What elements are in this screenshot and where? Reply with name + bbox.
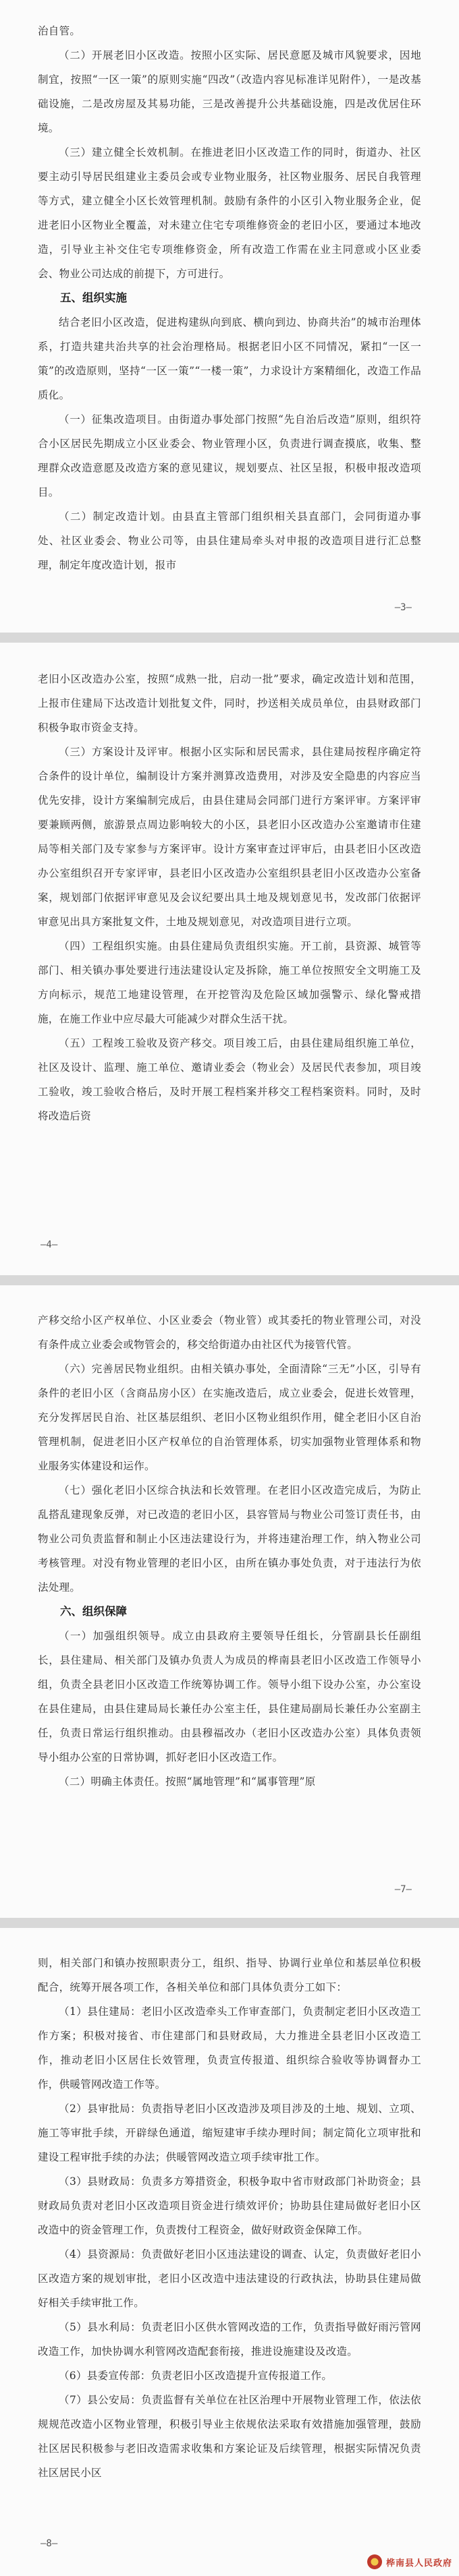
paragraph: （3）县财政局：负责多方筹措资金，积极争取中省市财政部门补助资金；县财政局负责对老旧小区改造项目资金进行绩效评价；协助县住建局做好老旧小区改造中的资金管理工作，负责拨付工程资金，做好财政资金保障工作。 bbox=[38, 2175, 421, 2236]
document-page-4 bbox=[0, 1928, 459, 2576]
document-page-2 bbox=[0, 643, 459, 1275]
paragraph: （七）强化老旧小区综合执法和长效管理。在老旧小区改造完成后，为防止乱搭乱建现象反弹，对已改造的老旧小区，县容管局与物业公司签订责任书，由物业公司负责监督和制止小区违法建设行为，并将违建治理工作，纳入物业公司考核管理。对没有物业管理的老旧小区，由所在镇办事处负责，对于违法行为依法处理。 bbox=[38, 1484, 421, 1593]
page-number: —7— bbox=[394, 1884, 412, 1895]
page-number: —8— bbox=[40, 2538, 58, 2549]
section-heading: 六、组织保障 bbox=[60, 1605, 127, 1618]
paragraph: （5）县水利局：负责老旧小区供水管网改造的工作，负责指导做好雨污管网改造工作，加快协调水利管网改造配套衔接，推进设施建设及改造。 bbox=[38, 2321, 421, 2358]
page-body bbox=[38, 667, 421, 1128]
paragraph: （4）县资源局：负责做好老旧小区违法建设的调查、认定，负责做好老旧小区改造方案的规划审批，老旧小区改造中违法建设的行政执法，协助县住建局做好相关手续审批工作。 bbox=[38, 2248, 421, 2309]
paragraph: （2）县审批局：负责指导老旧小区改造涉及项目涉及的土地、规划、立项、施工等审批手续，开辟绿色通道，缩短建审手续办理时间；制定简化立项审批和建设工程审批手续的办法；供暖管网改造立项手续审批工作。 bbox=[38, 2103, 421, 2163]
paragraph: （1）县住建局：老旧小区改造牵头工作审查部门，负责制定老旧小区改造工作方案；积极对接省、市住建部门和县财政局，大力推进全县老旧小区改造工作，推动老旧小区居住长效管理，负责宣传报道、组织综合验收等协调督办工作，供暖管网改造工作等。 bbox=[38, 2006, 421, 2090]
page-number: —3— bbox=[394, 602, 412, 613]
watermark bbox=[367, 2554, 452, 2569]
paragraph: 治自管。 bbox=[38, 25, 81, 37]
paragraph: （6）县委宣传部：负责老旧小区改造提升宣传报道工作。 bbox=[59, 2370, 333, 2382]
paragraph: （一）征集改造项目。由街道办事处部门按照“先自治后改造”原则，组织符合小区居民先期成立小区业委会、物业管理小区，负责进行调查摸底，收集、整理群众改造意愿及改造方案的意见建议，规划要点、社区呈报，积极申报改造项目。 bbox=[38, 413, 421, 498]
paragraph: （五）工程竣工验收及资产移交。项目竣工后，由县住建局组织施工单位，社区及设计、监理、施工单位、邀请业委会（物业会）及居民代表参加，项目竣工验收，竣工验收合格后，及时开展工程档案并移交工程档案资料。同时，及时将改造后资 bbox=[38, 1037, 421, 1122]
paragraph: 结合老旧小区改造，促进构建纵向到底、横向到边、协商共治”的城市治理体系，打造共建共治共享的社会治理格局。根据老旧小区不同情况，紧扣“一区一策”的改造原则，坚持“一区一策”“一楼一策”，力求设计方案精细化，改造工作品质化。 bbox=[38, 316, 421, 401]
page-number: —4— bbox=[40, 1239, 58, 1250]
paragraph: （三）方案设计及评审。根据小区实际和居民需求，县住建局按程序确定符合条件的设计单位，编制设计方案并测算改造费用，对涉及安全隐患的内容应当优先安排，设计方案编制完成后，由县住建局会同部门进行方案评审。方案评审要兼顾两侧，旅游景点周边影响较大的小区，县老旧小区改造办公室邀请市住建局等相关部门及专家参与方案评审。设计方案审查过评审后，由县老旧小区改造办公室组织召开专家评审，县老旧小区改造办公室组织县老旧小区改造办公室备案，规划部门依据评审意见及会议纪要出具土地及规划意见书，发改部门依据评审意见出具方案批复文件，土地及规划意见，对改造项目进行立项。 bbox=[38, 746, 421, 928]
page-separator bbox=[0, 1275, 459, 1285]
government-emblem-icon bbox=[367, 2554, 382, 2569]
document-page-3 bbox=[0, 1285, 459, 1918]
page-body bbox=[38, 19, 421, 577]
paragraph: （二）开展老旧小区改造。按照小区实际、居民意愿及城市风貌要求，因地制宜，按照“一区一策”的原则实施“四改”（改造内容见标准详见附件），一是改基础设施，二是改房屋及其易功能，三是改善提升公共基础设施，四是改优居住环境。 bbox=[38, 49, 421, 134]
paragraph: （六）完善居民物业组织。由相关镇办事处，全面清除“三无”小区，引导有条件的老旧小区（含商品房小区）在实施改造后，成立业委会，促进长效管理，充分发挥居民自治、社区基层组织、老旧小区物业组织作用，健全老旧小区自治管理机制，促进老旧小区产权单位的自治管理体系，切实加强物业管理体系和物业服务实体建设和运作。 bbox=[38, 1363, 421, 1472]
paragraph: （二）制定改造计划。由县直主管部门组织相关县直部门，会同街道办事处、社区业委会、物业公司等，由县住建局牵头对申报的改造项目进行汇总整理，制定年度改造计划，报市 bbox=[38, 510, 421, 571]
page-separator bbox=[0, 633, 459, 643]
paragraph: （一）加强组织领导。成立由县政府主要领导任组长，分管副县长任副组长，县住建局、相关部门及镇办负责人为成员的桦南县老旧小区改造工作领导小组，负责全县老旧小区改造工作统筹协调工作。领导小组下设办公室，办公室设在县住建局，由县住建局局长兼任办公室主任，县住建局副局长兼任办公室副主任，负责日常运行组织推动。由县穆福改办（老旧小区改造办公室）具体负责领导小组办公室的日常协调，抓好老旧小区改造工作。 bbox=[38, 1630, 421, 1763]
paragraph: （四）工程组织实施。由县住建局负责组织实施。开工前，县资源、城管等部门、相关镇办事处要进行违法建设认定及拆除，施工单位按照安全文明施工及方向标示，规范工地建设管理，在开挖管沟及危险区域加强警示、绿化警戒措施，在施工作业中应尽最大可能减少对群众生活干扰。 bbox=[38, 940, 421, 1025]
paragraph: （二）明确主体责任。按照“属地管理”和“属事管理”原 bbox=[59, 1776, 316, 1788]
document-page-1 bbox=[0, 0, 459, 633]
page-body bbox=[38, 1951, 421, 2485]
page-body bbox=[38, 1308, 421, 1794]
paragraph: 则，相关部门和镇办按照职责分工，组织、指导、协调行业单位和基层单位积极配合，统筹开展各项工作，各相关单位和部门具体负责分工如下： bbox=[38, 1957, 421, 1993]
section-heading: 五、组织实施 bbox=[60, 291, 127, 304]
paragraph: （三）建立健全长效机制。在推进老旧小区改造工作的同时，街道办、社区要主动引导居民组建业主委员会或专业物业服务，社区物业服务、居民自我管理等方式，建立健全小区长效管理机制。鼓励有条件的小区引入物业服务企业，促进老旧小区物业全覆盖，对未建立住宅专项维修资金的老旧小区，要通过本地改造，引导业主补交住宅专项维修资金，所有改造工作需在业主同意或小区业委会、物业公司达成的前提下，方可进行。 bbox=[38, 146, 421, 280]
page-separator bbox=[0, 1918, 459, 1928]
paragraph: 产移交给小区产权单位、小区业委会（物业管）或其委托的物业管理公司，对没有条件成立业委会或物管会的，移交给街道办由社区代为接管代管。 bbox=[38, 1314, 421, 1351]
paragraph: 老旧小区改造办公室，按照“成熟一批，启动一批”要求，确定改造计划和范围，上报市住建局下达改造计划批复文件，同时，抄送相关成员单位，由县财政部门积极争取市资金支持。 bbox=[38, 673, 421, 734]
watermark-text: 桦南县人民政府 bbox=[385, 2558, 452, 2569]
paragraph: （7）县公安局：负责监督有关单位在社区治理中开展物业管理工作，依法依规规范改造小区物业管理，积极引导业主依规依法采取有效措施加强管理，鼓励社区居民积极参与老旧改造需求收集和方案论证及后续管理，根据实际情况负责社区居民小区 bbox=[38, 2394, 421, 2479]
